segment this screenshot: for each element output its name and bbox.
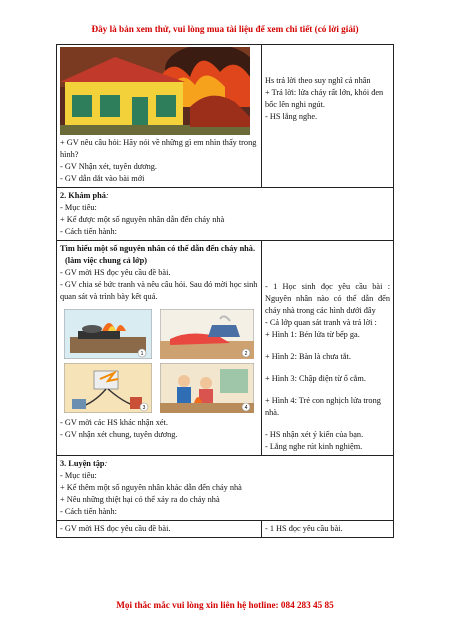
activity-step-2: - GV chia sẻ bức tranh và nêu câu hỏi. Sau đó mời học sinh quan sát và trình bày kết quả. (60, 280, 258, 301)
practice-task-left: - GV mời HS đọc yêu cầu đề bài. (60, 524, 171, 533)
practice-line-4: - Cách tiến hành: (60, 507, 117, 516)
section-practice-title: 3. Luyện tập (60, 459, 105, 468)
row-intro-right (262, 45, 393, 187)
activity-answer-3: + Hình 1: Bén lửa từ bếp ga. (265, 330, 360, 339)
footer-banner: Mọi thắc mắc vui lòng xin liên hệ hotline: 084 283 45 85 (116, 600, 334, 610)
section-explore-colon: : (105, 191, 109, 200)
row-practice-task (57, 521, 393, 537)
practice-task-right: - 1 HS đọc yêu cầu bài. (265, 524, 343, 533)
section-explore (57, 188, 393, 241)
activity-answer-2: - Cả lớp quan sát tranh và trả lời : (265, 318, 377, 327)
row-activity-right (262, 241, 393, 455)
activity-answer-5: + Hình 3: Chập điện từ ổ cắm. (265, 374, 366, 383)
section-practice-colon: : (104, 459, 108, 468)
activity-step-3: - GV mời các HS khác nhận xét. (60, 418, 168, 427)
illustrations-grid (60, 309, 258, 413)
explore-line-2: + Kể được một số nguyên nhân dẫn đến cháy nhà (60, 215, 225, 224)
activity-step-1: - GV mời HS đọc yêu cầu đề bài. (60, 268, 171, 277)
practice-line-2: + Kể thêm một số nguyên nhân khác dẫn đến cháy nhà (60, 483, 242, 492)
row-intro-left (57, 45, 262, 187)
activity-step-4: - GV nhận xét chung, tuyên dương. (60, 430, 178, 439)
figure-number-2: 2 (244, 351, 248, 357)
activity-answer-8: - Lắng nghe rút kinh nghiệm. (265, 442, 363, 451)
activity-subtitle: (làm việc chung cả lớp) (65, 256, 148, 265)
figure-number-1: 1 (140, 351, 144, 357)
activity-answer-7: - HS nhận xét ý kiến của bạn. (265, 430, 364, 439)
row-practice-task-right (262, 521, 393, 537)
header-banner: Đây là bản xem thử, vui lòng mua tài liệu để xem chi tiết (có lời giải) (91, 24, 359, 34)
intro-answer-3: - HS lắng nghe. (265, 112, 318, 121)
power-outlet-image (64, 363, 152, 413)
section-practice (57, 456, 393, 521)
row-intro (57, 45, 393, 188)
practice-line-1: - Mục tiêu: (60, 471, 97, 480)
explore-line-1: - Mục tiêu: (60, 203, 97, 212)
intro-answer-1: Hs trả lời theo suy nghĩ cá nhân (265, 76, 371, 85)
figure-number-4: 4 (244, 405, 248, 411)
intro-feedback: - GV Nhận xét, tuyên dương. (60, 162, 157, 171)
explore-line-3: - Cách tiến hành: (60, 227, 117, 236)
activity-answer-6: + Hình 4: Trẻ con nghịch lửa trong nhà. (265, 396, 381, 417)
row-activity (57, 241, 393, 456)
row-activity-left (57, 241, 262, 455)
activity-answer-4: + Hình 2: Bàn là chưa tắt. (265, 352, 351, 361)
intro-lead-in: - GV dẫn dắt vào bài mới (60, 174, 145, 183)
house-fire-image (60, 47, 250, 135)
section-explore-title: 2. Khám phá (60, 191, 106, 200)
gas-stove-image (64, 309, 152, 359)
figure-number-3: 3 (142, 405, 146, 411)
practice-line-3: + Nêu những thiệt hại có thể xảy ra do cháy nhà (60, 495, 220, 504)
activity-answer-1: - 1 Học sinh đọc yêu cầu bài : Nguyên nhân nào có thể dẫn đến cháy nhà trong các hình dưới đây (265, 282, 390, 315)
intro-question: + GV nêu câu hỏi: Hãy nói về những gì em nhìn thấy trong hình? (60, 138, 257, 159)
children-fire-image (160, 363, 254, 413)
iron-image (160, 309, 254, 359)
row-practice-task-left (57, 521, 262, 537)
lesson-table (56, 44, 394, 538)
activity-title: Tìm hiểu một số nguyên nhân có thể dẫn đến cháy nhà. (60, 244, 256, 253)
intro-answer-2: + Trả lời: lửa cháy rất lớn, khói đen bốc lên nghi ngút. (265, 88, 384, 109)
